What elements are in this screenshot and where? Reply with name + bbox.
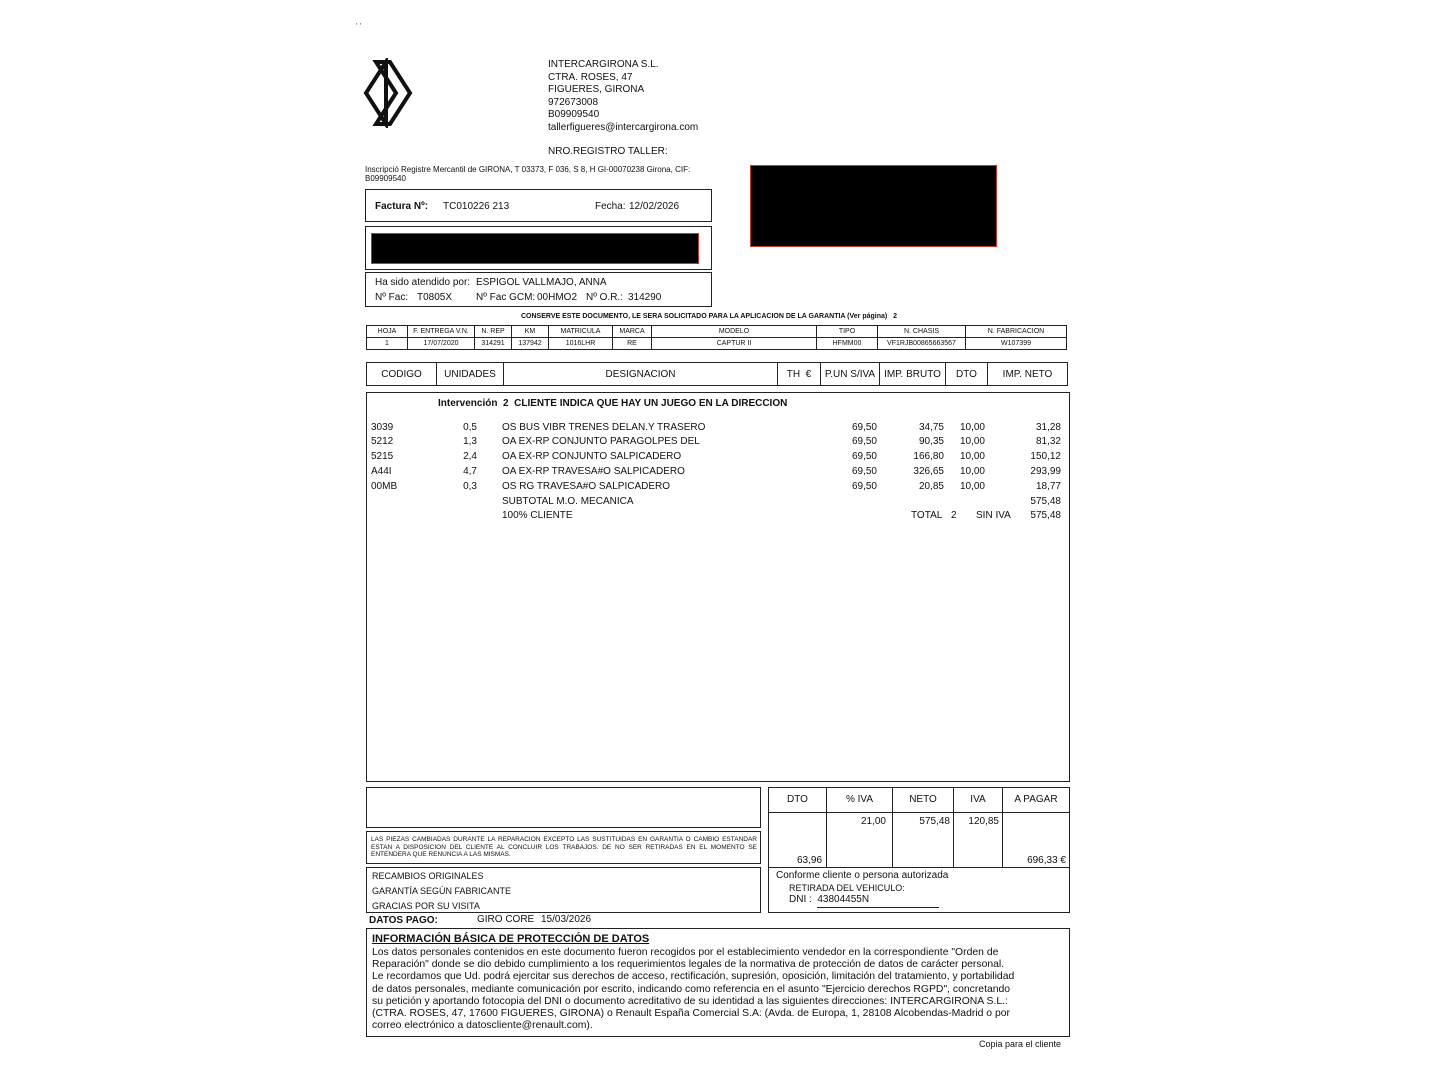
- payment-method: GIRO CORE: [477, 914, 535, 925]
- subtotal-row: SUBTOTAL M.O. MECANICA 575,48: [502, 496, 1061, 507]
- table-row: A44I 4,7 OA EX-RP TRAVESA#O SALPICADERO 69,50 326,65 10,00 293,99: [371, 466, 1061, 477]
- vehicle-header-row: HOJA F. ENTREGA V.N. N. REP KM MATRICULA MARCA MODELO TIPO N. CHASIS N. FABRICACION: [367, 326, 1067, 338]
- table-row: 00MB 0,3 OS RG TRAVESA#O SALPICADERO 69,50 20,85 10,00 18,77: [371, 481, 1061, 492]
- company-cif: B09909540: [548, 109, 600, 120]
- table-row: 5215 2,4 OA EX-RP CONJUNTO SALPICADERO 69,50 166,80 10,00 150,12: [371, 451, 1061, 462]
- invoice-number-label: Factura Nº:: [375, 201, 429, 212]
- redacted-customer: [371, 233, 699, 264]
- copy-note: Copia para el cliente: [979, 1039, 1062, 1049]
- observations-box: [366, 787, 761, 828]
- attended-label: Ha sido atendido por:: [375, 277, 471, 288]
- totals-a-pagar: 696,33 €: [1003, 812, 1070, 867]
- company-block: [548, 59, 698, 134]
- privacy-title: INFORMACIÓN BÁSICA DE PROTECCIÓN DE DATOS: [372, 933, 650, 945]
- attended-box: [365, 272, 712, 307]
- vehicle-values-row: 1 17/07/2020 314291 137942 1016LHR RE CAPTUR II HFMM00 VF1RJB00865663567 W107399: [367, 338, 1067, 350]
- table-row: 3039 0,5 OS BUS VIBR TRENES DELAN.Y TRASERO 69,50 34,75 10,00 31,28: [371, 422, 1061, 433]
- invoice-box: [365, 189, 712, 222]
- footer-left-box: RECAMBIOS ORIGINALES GARANTÍA SEGÚN FABRICANTE GRACIAS POR SU VISITA: [366, 867, 761, 913]
- conforme-box: Conforme cliente o persona autorizada RETIRADA DEL VEHICULO: DNI : 43804455N: [768, 867, 1070, 913]
- workshop-registry: NRO.REGISTRO TALLER:: [548, 146, 668, 157]
- invoice-date: 12/02/2026: [629, 201, 680, 212]
- dni-value: 43804455N: [817, 894, 939, 908]
- registry-note: Inscripció Registre Mercantil de GIRONA, T 03373, F 036, S 8, H GI-00070238 Girona, CIF: B09909540: [365, 165, 691, 183]
- totals-neto: 575,48: [893, 812, 954, 867]
- parts-notice: LAS PIEZAS CAMBIADAS DURANTE LA REPARACION EXCEPTO LAS SUSTITUIDAS EN GARANTIA O CAMBIO ESTANDAR ESTAN A DISPOSICION DEL CLIENTE AL CONCLUIR LOS TRABAJOS. DE NO SER RETIRADAS EN EL MOMENTO SE ENTENDERA QUE RENUNCIA A LAS MISMAS.: [371, 836, 757, 858]
- nfac-value: T0805X: [417, 292, 453, 303]
- company-address: CTRA. ROSES, 47: [548, 71, 633, 83]
- payment-label: DATOS PAGO:: [369, 915, 438, 926]
- privacy-text: Los datos personales contenidos en este documento fueron recogidos por el establecimiento vendedor en la correspondiente "Orden de Reparación" donde se dio debido cumplimiento a los requerimientos legales de la normativa de protección de datos de carácter personal. Le recordamos que Ud. podrá ejercitar sus derechos de acceso, rectificación, supresión, oposición, limitación del tratamiento, y portabilidad de datos personales, mediante comunicación por escrito, indicando como referencia en el asunto "Ejercicio derechos RGPD", concretando su petición y aportando fotocopia del DNI o documento acreditativo de su identidad a las siguientes direcciones: INTERCARGIRONA S.L.: (CTRA. ROSES, 47, 17600 FIGUERES, GIRONA) o Renault España Comercial S.A: (Avda. de Europa, 1, 28108 Alcobendas-Madrid o por correo electrónico a datoscliente@renault.com).: [372, 947, 1015, 1032]
- payment-date: 15/03/2026: [541, 914, 592, 925]
- attended-name: ESPIGOL VALLMAJO, ANNA: [476, 277, 607, 288]
- company-city: FIGUERES, GIRONA: [548, 84, 645, 95]
- nfac-label: Nº Fac:: [375, 292, 409, 303]
- total-row: 100% CLIENTE TOTAL 2 SIN IVA 575,48: [502, 510, 1061, 521]
- totals-dto: 63,96: [797, 855, 823, 866]
- gcm-label: Nº Fac GCM:: [476, 292, 536, 303]
- renault-logo: [362, 58, 414, 128]
- vehicle-table: [366, 325, 1067, 350]
- warranty-notice: CONSERVE ESTE DOCUMENTO, LE SERA SOLICITADO PARA LA APLICACION DE LA GARANTIA (Ver página) 2: [521, 313, 897, 320]
- invoice-number: TC010226 213: [443, 201, 510, 212]
- lines-header-table: CODIGO UNIDADES DESIGNACION TH € P.UN S/IVA IMP. BRUTO DTO IMP. NETO: [366, 362, 1068, 386]
- totals-iva: 120,85: [954, 812, 1003, 867]
- table-row: 5212 1,3 OA EX-RP CONJUNTO PARAGOLPES DEL 69,50 90,35 10,00 81,32: [371, 436, 1061, 447]
- customer-box: [365, 226, 712, 270]
- company-name: INTERCARGIRONA S.L.: [548, 59, 659, 70]
- parts-notice-box: [366, 831, 761, 864]
- redacted-address: [750, 165, 997, 247]
- invoice-date-label: Fecha:: [595, 201, 626, 212]
- totals-box: DTO % IVA NETO IVA A PAGAR 63,96 21,00 575,48 120,85 696,33 €: [768, 787, 1070, 868]
- totals-iva-pct: 21,00: [827, 812, 893, 867]
- scan-mark: ' ': [356, 22, 362, 31]
- gcm-value: 00HMO2: [537, 292, 578, 303]
- privacy-box: [366, 928, 1070, 1037]
- company-phone: 972673008: [548, 96, 599, 108]
- or-value: 314290: [628, 292, 662, 303]
- company-email: tallerfigueres@intercargirona.com: [548, 121, 699, 133]
- or-label: Nº O.R.:: [586, 292, 623, 303]
- intervention-line: Intervención 2 CLIENTE INDICA QUE HAY UN JUEGO EN LA DIRECCION: [438, 398, 788, 409]
